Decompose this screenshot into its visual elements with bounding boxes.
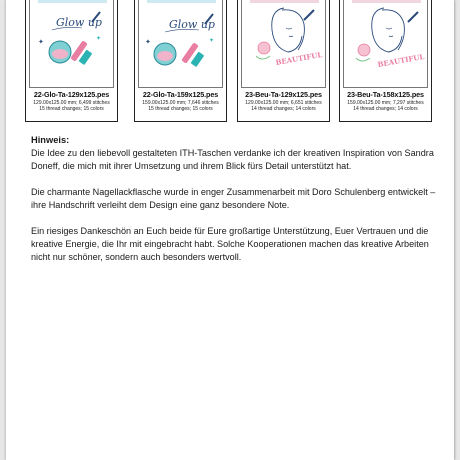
design-script-text: BEAUTIFUL — [376, 51, 426, 70]
svg-text:✦: ✦ — [38, 39, 44, 46]
note-paragraph: Die Idee zu den liebevoll gestalteten ITH-Taschen verdanke ich der kreativen Inspiration von Sandra Doneff, die mich mit ihrer Umsetzung und ihrem Blick fürs Detail unterstützt hat. — [31, 148, 434, 171]
design-script-text: Glow up — [56, 16, 102, 29]
svg-text:✦: ✦ — [209, 38, 215, 44]
design-card[interactable] — [339, 0, 432, 122]
design-card[interactable] — [134, 0, 227, 122]
svg-text:✦: ✦ — [145, 39, 151, 46]
design-script-text: BEAUTIFUL — [274, 49, 324, 68]
design-preview-image — [138, 0, 223, 88]
design-thread-changes: 15 thread changes; 15 colors — [39, 106, 104, 112]
design-dimensions: 129.00x125.00 mm; 6,651 stitches — [245, 100, 322, 106]
design-dimensions: 159.00x125.00 mm; 7,646 stitches — [142, 100, 219, 106]
note-paragraph: Die charmante Nagellackflasche wurde in enger Zusammenarbeit mit Doro Schulenberg entwickelt – ihre Handschrift verleiht dem Design eine ganz besondere Note. — [31, 187, 436, 210]
design-preview-image — [343, 0, 428, 88]
design-filename: 23-Beu-Ta-129x125.pes — [245, 90, 322, 99]
design-card[interactable] — [237, 0, 330, 122]
note-heading: Hinweis: — [31, 135, 70, 145]
design-thread-changes: 14 thread changes; 14 colors — [251, 106, 316, 112]
design-script-text: Glow up — [169, 18, 215, 31]
design-preview-image — [29, 0, 114, 88]
design-filename: 22-Glo-Ta-159x125.pes — [142, 90, 219, 99]
design-dimensions: 129.00x125.00 mm; 6,499 stitches — [33, 100, 110, 106]
design-filename: 23-Beu-Ta-158x125.pes — [347, 90, 424, 99]
design-thumbnail-row — [25, 0, 445, 124]
note-paragraph: Ein riesiges Dankeschön an Euch beide für Eure großartige Unterstützung, Euer Vertrauen und die kreative Energie, die Ihr mit eingebracht habt. Solche Kooperationen machen das kreative Arbeiten nicht nur schöner, sondern auch besonders wertvoll. — [31, 226, 429, 262]
document-page — [6, 0, 454, 460]
design-card[interactable] — [25, 0, 118, 122]
design-dimensions: 159.00x125.00 mm; 7,297 stitches — [347, 100, 424, 106]
design-thread-changes: 14 thread changes; 14 colors — [353, 106, 418, 112]
note-section — [31, 134, 436, 277]
design-thread-changes: 15 thread changes; 15 colors — [148, 106, 213, 112]
svg-text:✦: ✦ — [96, 36, 102, 42]
design-filename: 22-Glo-Ta-129x125.pes — [33, 90, 110, 99]
design-preview-image — [241, 0, 326, 88]
